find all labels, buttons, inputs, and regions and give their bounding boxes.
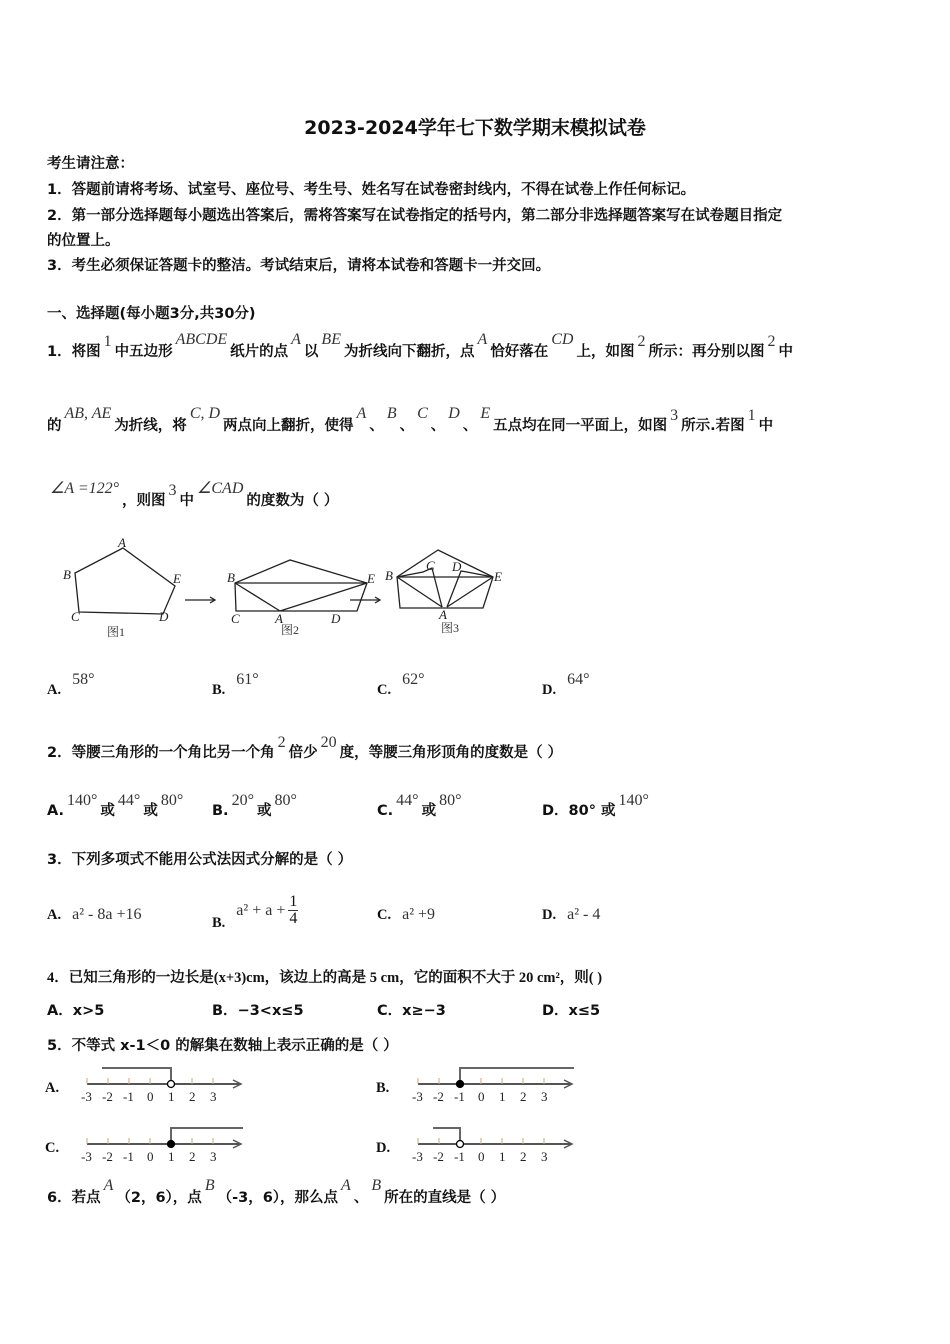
option-label: C． xyxy=(377,1003,403,1019)
fig1-label-b: B xyxy=(63,567,71,582)
numerator: 1 xyxy=(289,893,298,910)
option-value: 64° xyxy=(567,671,590,688)
q3-option-d[interactable] xyxy=(542,906,603,924)
text-segment: 所示：再分别以图 xyxy=(648,344,765,360)
option-label: A． xyxy=(47,1003,73,1019)
math-segment: ABCDE xyxy=(175,331,228,348)
option-expr: a² + a + xyxy=(236,901,286,919)
math-segment: 2 xyxy=(637,333,646,350)
tick-label: -1 xyxy=(123,1149,134,1164)
text-segment: 的 xyxy=(47,418,62,434)
fig3-caption: 图3 xyxy=(441,621,460,635)
text-segment: 、 xyxy=(399,418,415,434)
fig1-label-c: C xyxy=(71,609,80,624)
tick-label: 3 xyxy=(210,1089,217,1104)
option-value: x≥−3 xyxy=(402,1003,446,1019)
fig1-label-a: A xyxy=(118,535,126,550)
text-segment: 两点向上翻折，使得 xyxy=(223,418,354,434)
text-segment: 度，等腰三角形顶角的度数是（ ） xyxy=(339,745,563,761)
tick-label: 3 xyxy=(541,1149,548,1164)
text-segment: 纸片的点 xyxy=(230,344,289,360)
fig2-label-a: A xyxy=(275,611,283,626)
text-segment: 6．若点 xyxy=(47,1190,101,1206)
option-label: D. xyxy=(376,1140,391,1156)
math-segment: E xyxy=(480,405,491,422)
text-segment: 或 xyxy=(421,803,437,819)
option-label: A. xyxy=(47,682,62,698)
q1-line-1 xyxy=(47,331,793,361)
q5-text: 5．不等式 x-1＜0 的解集在数轴上表示正确的是（ ） xyxy=(47,1038,398,1054)
text-segment: C. xyxy=(377,803,394,819)
tick-label: -2 xyxy=(102,1089,113,1104)
q4-option-d[interactable] xyxy=(542,999,600,1020)
tick-label: 0 xyxy=(478,1089,485,1104)
tick-label: 0 xyxy=(147,1089,154,1104)
text-segment: 中五边形 xyxy=(114,344,173,360)
math-segment: B xyxy=(371,1177,382,1194)
fig2-label-b: B xyxy=(227,570,235,585)
solution-bracket xyxy=(433,1128,460,1144)
tick-label: -3 xyxy=(81,1089,92,1104)
q1-option-d[interactable] xyxy=(542,671,593,699)
option-label: B. xyxy=(212,682,226,698)
math-segment: B xyxy=(204,1177,215,1194)
tick-label: -3 xyxy=(412,1089,423,1104)
text-segment: （2，6），点 xyxy=(116,1190,202,1206)
tick-label: 1 xyxy=(168,1149,175,1164)
text-segment: 、 xyxy=(353,1190,369,1206)
tick-label: 2 xyxy=(520,1089,527,1104)
fig3-label-b: B xyxy=(385,568,393,583)
notice-item: 2．第一部分选择题每小题选出答案后，需将答案写在试卷指定的括号内，第二部分非选择题答案写在试卷题目指定 xyxy=(47,208,783,224)
math-segment: 140° xyxy=(67,792,98,809)
denominator: 4 xyxy=(289,910,298,927)
page-title: 2023-2024学年七下数学期末模拟试卷 xyxy=(304,117,646,139)
section-heading: 一、选择题(每小题3分,共30分) xyxy=(47,306,256,322)
q3-option-a[interactable] xyxy=(47,906,144,924)
q2-option-d[interactable] xyxy=(542,792,652,820)
fig3-label-d: D xyxy=(452,559,462,574)
fig3-label-a: A xyxy=(439,607,447,622)
text-segment: 的度数为（ ） xyxy=(246,493,339,509)
solution-bracket xyxy=(171,1128,243,1144)
text-segment: 中 xyxy=(179,493,195,509)
option-label: B． xyxy=(212,1003,238,1019)
closed-point xyxy=(168,1141,175,1148)
math-segment: D xyxy=(448,405,460,422)
text-segment: （-3，6），那么点 xyxy=(217,1190,339,1206)
notice-heading: 考生请注意： xyxy=(47,156,134,172)
option-value: 58° xyxy=(72,671,95,688)
math-segment: BE xyxy=(321,331,341,348)
option-value: 62° xyxy=(402,671,425,688)
option-label: D. xyxy=(542,682,557,698)
option-expr: a² - 4 xyxy=(567,906,601,923)
q1-option-c[interactable] xyxy=(377,671,428,699)
math-segment: 1 xyxy=(747,407,756,424)
math-segment: 2 xyxy=(277,734,286,751)
math-segment: ∠A =122° xyxy=(50,480,120,497)
option-value: −3<x≤5 xyxy=(237,1003,304,1019)
math-segment: B xyxy=(386,405,397,422)
tick-label: -3 xyxy=(412,1149,423,1164)
option-expr: a² +9 xyxy=(402,906,436,923)
fraction xyxy=(288,894,298,927)
q6-text xyxy=(47,1177,506,1207)
math-segment: A xyxy=(356,405,367,422)
closed-point xyxy=(457,1081,464,1088)
math-segment: 140° xyxy=(618,792,649,809)
text-segment: 中 xyxy=(778,344,793,360)
q1-line-3 xyxy=(47,480,339,510)
text-segment: 所示.若图 xyxy=(681,418,745,434)
text-segment: 2．等腰三角形的一个角比另一个角 xyxy=(47,745,275,761)
math-segment: A xyxy=(103,1177,114,1194)
solution-bracket xyxy=(102,1068,171,1084)
text-segment: 为折线向下翻折，点 xyxy=(343,344,475,360)
option-value: x>5 xyxy=(72,1003,105,1019)
fig1-label-e: E xyxy=(173,571,181,586)
tick-label: 0 xyxy=(478,1149,485,1164)
tick-label: 1 xyxy=(499,1149,506,1164)
q3-text: 3．下列多项式不能用公式法因式分解的是（ ） xyxy=(47,852,353,868)
text-segment: 五点均在同一平面上，如图 xyxy=(493,418,668,434)
q1-option-a[interactable] xyxy=(47,671,98,699)
option-label: D. xyxy=(542,907,557,923)
math-segment: A xyxy=(477,331,488,348)
text-segment: 或 xyxy=(100,803,115,819)
tick-label: 0 xyxy=(147,1149,154,1164)
math-segment: ∠CAD xyxy=(197,480,244,497)
math-segment: A xyxy=(341,1177,351,1194)
fig1-label-d: D xyxy=(159,609,169,624)
q3-option-c[interactable] xyxy=(377,906,438,924)
q3-option-b[interactable] xyxy=(212,893,298,939)
tick-label: -1 xyxy=(454,1149,465,1164)
number-line xyxy=(408,1062,578,1112)
solution-bracket xyxy=(460,1068,574,1084)
tick-label: -2 xyxy=(433,1149,444,1164)
text-segment: 所在的直线是（ ） xyxy=(384,1190,506,1206)
text-segment: A. xyxy=(47,803,64,819)
notice-item: 3．考生必须保证答题卡的整洁。考试结束后，请将本试卷和答题卡一并交回。 xyxy=(47,258,551,274)
tick-label: 2 xyxy=(189,1149,196,1164)
option-label: D． xyxy=(542,1003,569,1019)
fig3-label-c: C xyxy=(426,558,435,573)
fig1-caption: 图1 xyxy=(107,625,126,639)
text-segment: D．80° 或 xyxy=(542,803,616,819)
q4-option-c[interactable] xyxy=(377,999,446,1020)
q4-option-b[interactable] xyxy=(212,999,304,1020)
text-segment: ，则图 xyxy=(122,493,166,509)
text-segment: 恰好落在 xyxy=(490,344,549,360)
math-segment: 20° xyxy=(231,792,254,809)
math-segment: 20 xyxy=(320,734,337,751)
q2-option-a[interactable] xyxy=(47,792,186,820)
notice-item: 1．答题前请将考场、试室号、座位号、考生号、姓名写在试卷密封线内，不得在试卷上作任何标记。 xyxy=(47,182,696,198)
tick-label: 3 xyxy=(210,1149,217,1164)
option-label: C. xyxy=(377,682,392,698)
option-label: A. xyxy=(47,907,62,923)
tick-label: -1 xyxy=(454,1089,465,1104)
text-segment: 为折线，将 xyxy=(114,418,187,434)
open-point xyxy=(168,1081,175,1088)
tick-label: -1 xyxy=(123,1089,134,1104)
math-segment: 44° xyxy=(117,792,141,809)
text-segment: 、 xyxy=(462,418,478,434)
text-segment: 倍少 xyxy=(288,745,318,761)
text-segment: 以 xyxy=(303,344,319,360)
math-segment: 80° xyxy=(160,792,184,809)
tick-label: 2 xyxy=(189,1089,196,1104)
tick-label: -2 xyxy=(102,1149,113,1164)
math-segment: 2 xyxy=(767,333,776,350)
option-expr: a² - 8a +16 xyxy=(72,906,142,923)
math-segment: 3 xyxy=(168,482,177,499)
text-segment: 、 xyxy=(369,418,384,434)
text-segment: 或 xyxy=(143,803,158,819)
option-label: C. xyxy=(377,907,392,923)
tick-label: 1 xyxy=(168,1089,175,1104)
number-line xyxy=(77,1122,247,1172)
option-label: B. xyxy=(212,914,226,931)
fig3-label-e: E xyxy=(494,569,502,584)
tick-label: 1 xyxy=(499,1089,506,1104)
math-segment: A xyxy=(291,331,301,348)
tick-label: -3 xyxy=(81,1149,92,1164)
text-segment: 中 xyxy=(758,418,774,434)
q1-option-b[interactable] xyxy=(212,671,262,699)
text-segment: 或 xyxy=(256,803,272,819)
math-segment: C xyxy=(417,405,428,422)
number-line xyxy=(408,1122,578,1172)
q4-option-a[interactable] xyxy=(47,999,104,1020)
option-label: B. xyxy=(376,1080,390,1096)
q1-figure xyxy=(55,535,525,645)
fig2-label-c: C xyxy=(231,611,240,626)
option-value: x≤5 xyxy=(568,1003,601,1019)
math-segment: 1 xyxy=(103,333,112,350)
text-segment: 1．将图 xyxy=(47,344,101,360)
math-segment: 80° xyxy=(274,792,297,809)
fig2-caption: 图2 xyxy=(281,623,300,637)
math-segment: 80° xyxy=(439,792,462,809)
math-segment: C, D xyxy=(189,405,221,422)
fig2-label-e: E xyxy=(367,571,375,586)
q4-text: 4．已知三角形的一边长是(x+3)cm，该边上的高是 5 cm，它的面积不大于 20 cm²，则( ) xyxy=(47,970,603,986)
text-segment: B. xyxy=(212,803,229,819)
text-segment: 、 xyxy=(430,418,446,434)
option-label: A. xyxy=(45,1080,60,1096)
q2-option-c[interactable] xyxy=(377,792,464,820)
math-segment: 3 xyxy=(670,407,679,424)
fig2-label-d: D xyxy=(331,611,341,626)
math-segment: 44° xyxy=(396,792,419,809)
tick-label: 3 xyxy=(541,1089,548,1104)
tick-label: 2 xyxy=(520,1149,527,1164)
math-segment: CD xyxy=(551,331,574,348)
number-line xyxy=(77,1062,247,1112)
q1-line-2 xyxy=(47,405,774,435)
open-point xyxy=(457,1141,464,1148)
q2-text xyxy=(47,734,563,762)
option-value: 61° xyxy=(236,671,259,688)
tick-label: -2 xyxy=(433,1089,444,1104)
q2-option-b[interactable] xyxy=(212,792,300,820)
math-segment: AB, AE xyxy=(64,405,112,422)
text-segment: 上，如图 xyxy=(576,344,635,360)
option-label: C. xyxy=(45,1140,60,1156)
notice-item: 的位置上。 xyxy=(47,233,120,249)
